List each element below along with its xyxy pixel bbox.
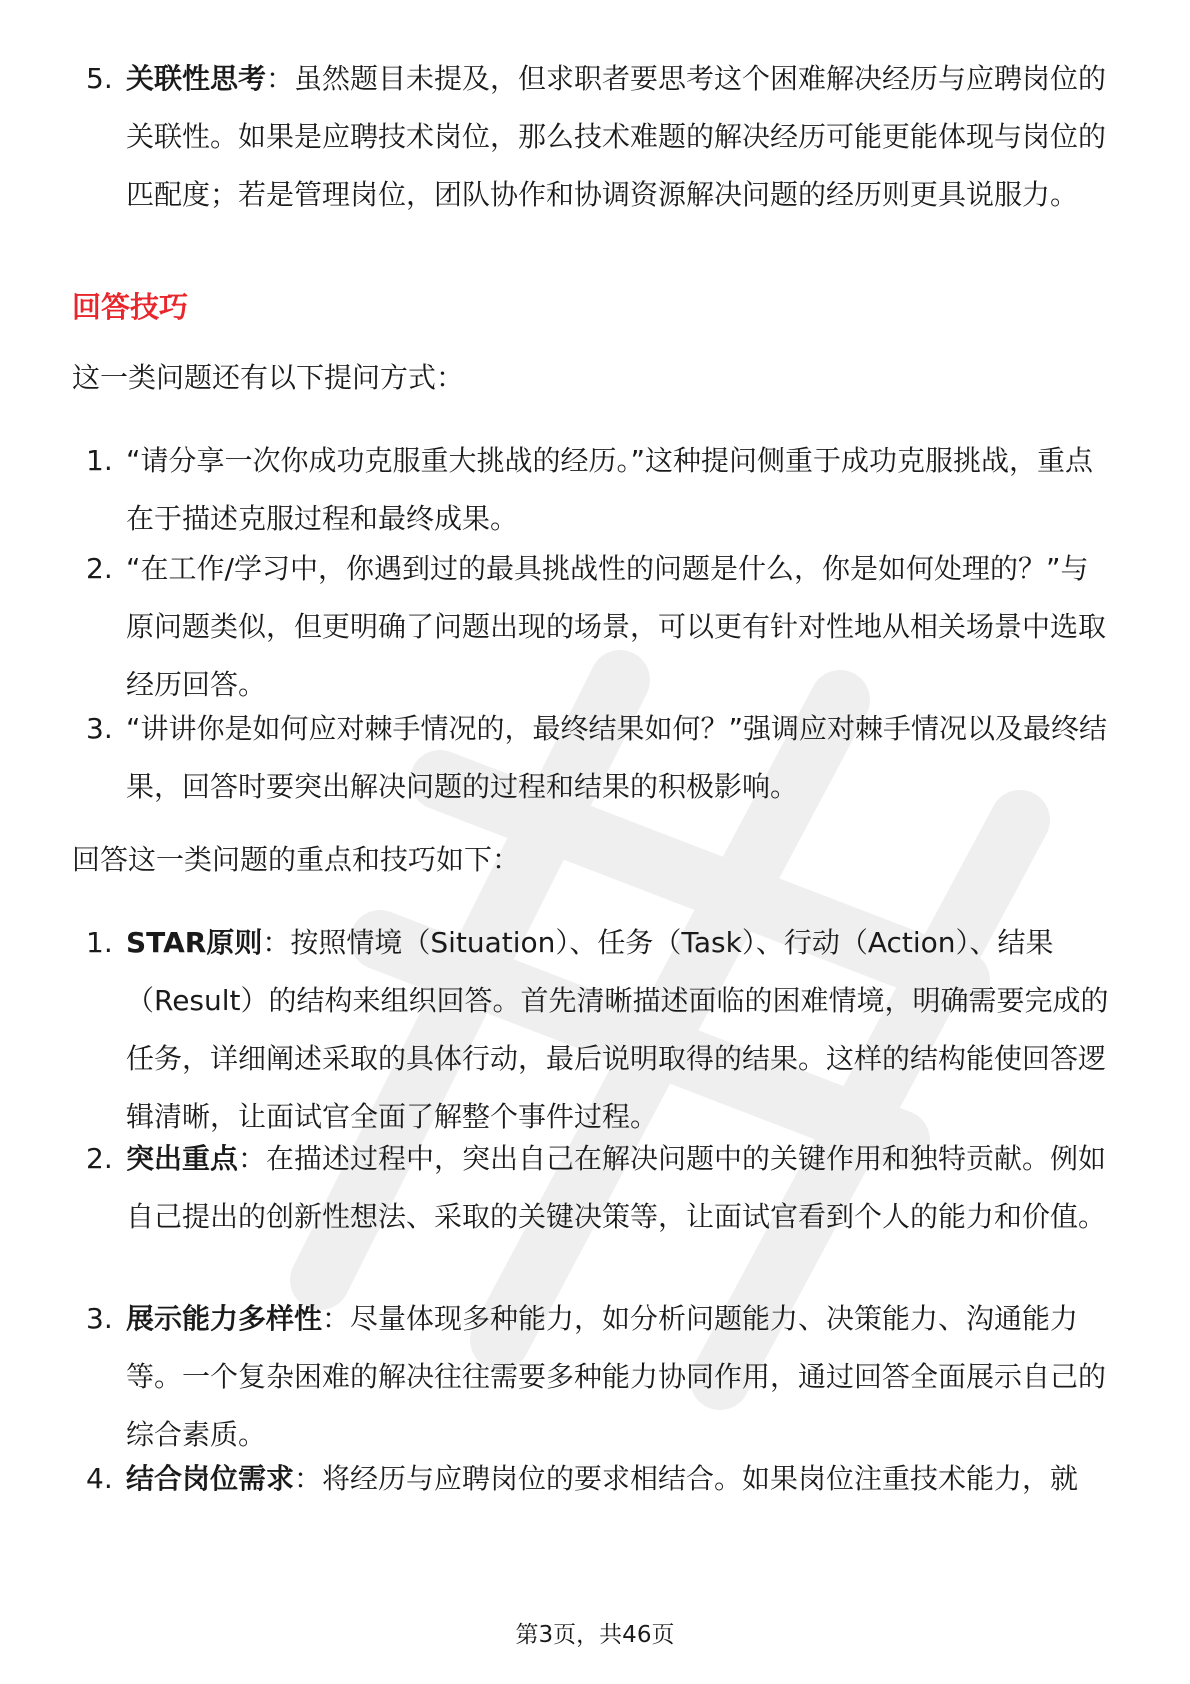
list-text: ：按照情境（Situation）、任务（Task）、行动（Action）、结果（Result）的结构来组织回答。首先清晰描述面临的困难情境，明确需要完成的任务，详细阐述采取的具体行动，最后说明取得的结果。这样的结构能使回答逻辑清晰，让面试官全面了解整个事件过程。	[126, 926, 1109, 1133]
list-item-body	[126, 1450, 1116, 1508]
list-keyword: STAR原则	[126, 926, 263, 959]
tip-item-2	[86, 1130, 1116, 1246]
list-number: 4.	[86, 1462, 113, 1495]
list-item-body	[126, 540, 1116, 714]
tip-item-4	[86, 1450, 1116, 1508]
list-text: ：虽然题目未提及，但求职者要思考这个困难解决经历与应聘岗位的关联性。如果是应聘技术岗位，那么技术难题的解决经历可能更能体现与岗位的匹配度；若是管理岗位，团队协作和协调资源解决问题的经历则更具说服力。	[126, 62, 1107, 211]
tip-item-1	[86, 914, 1116, 1146]
intro-paragraph-1: 这一类问题还有以下提问方式：	[72, 361, 465, 394]
list-number: 3.	[86, 712, 113, 745]
tip-item-3	[86, 1290, 1116, 1464]
list-item-body	[126, 1130, 1116, 1246]
list-number: 2.	[86, 552, 113, 585]
list-text: “请分享一次你成功克服重大挑战的经历。”这种提问侧重于成功克服挑战，重点在于描述克服过程和最终成果。	[126, 444, 1094, 535]
list-text: ：将经历与应聘岗位的要求相结合。如果岗位注重技术能力，就	[294, 1462, 1079, 1495]
list-number: 3.	[86, 1302, 113, 1335]
page-number-footer: 第3页，共46页	[515, 1622, 675, 1648]
list-item-body	[126, 432, 1116, 548]
list-item-5	[86, 50, 1116, 224]
question-item-1	[86, 432, 1116, 548]
list-text: ：尽量体现多种能力，如分析问题能力、决策能力、沟通能力等。一个复杂困难的解决往往需要多种能力协同作用，通过回答全面展示自己的综合素质。	[126, 1302, 1107, 1451]
list-keyword: 结合岗位需求	[126, 1462, 295, 1495]
list-number: 1.	[86, 444, 113, 477]
list-item-body	[126, 700, 1116, 816]
intro-paragraph-2: 回答这一类问题的重点和技巧如下：	[72, 843, 521, 876]
list-number: 1.	[86, 926, 113, 959]
list-number: 5.	[86, 62, 113, 95]
list-item-body	[126, 50, 1116, 224]
list-number: 2.	[86, 1142, 113, 1175]
question-item-2	[86, 540, 1116, 714]
list-text: “讲讲你是如何应对棘手情况的，最终结果如何？”强调应对棘手情况以及最终结果，回答时要突出解决问题的过程和结果的积极影响。	[126, 712, 1108, 803]
list-item-body	[126, 914, 1116, 1146]
list-text: ：在描述过程中，突出自己在解决问题中的关键作用和独特贡献。例如自己提出的创新性想法、采取的关键决策等，让面试官看到个人的能力和价值。	[126, 1142, 1107, 1233]
list-keyword: 展示能力多样性	[126, 1302, 323, 1335]
list-keyword: 关联性思考	[126, 62, 267, 95]
list-item-body	[126, 1290, 1116, 1464]
question-item-3	[86, 700, 1116, 816]
section-heading: 回答技巧	[72, 290, 189, 324]
list-text: “在工作/学习中，你遇到过的最具挑战性的问题是什么，你是如何处理的？”与原问题类似，但更明确了问题出现的场景，可以更有针对性地从相关场景中选取经历回答。	[126, 552, 1107, 701]
list-keyword: 突出重点	[126, 1142, 239, 1175]
